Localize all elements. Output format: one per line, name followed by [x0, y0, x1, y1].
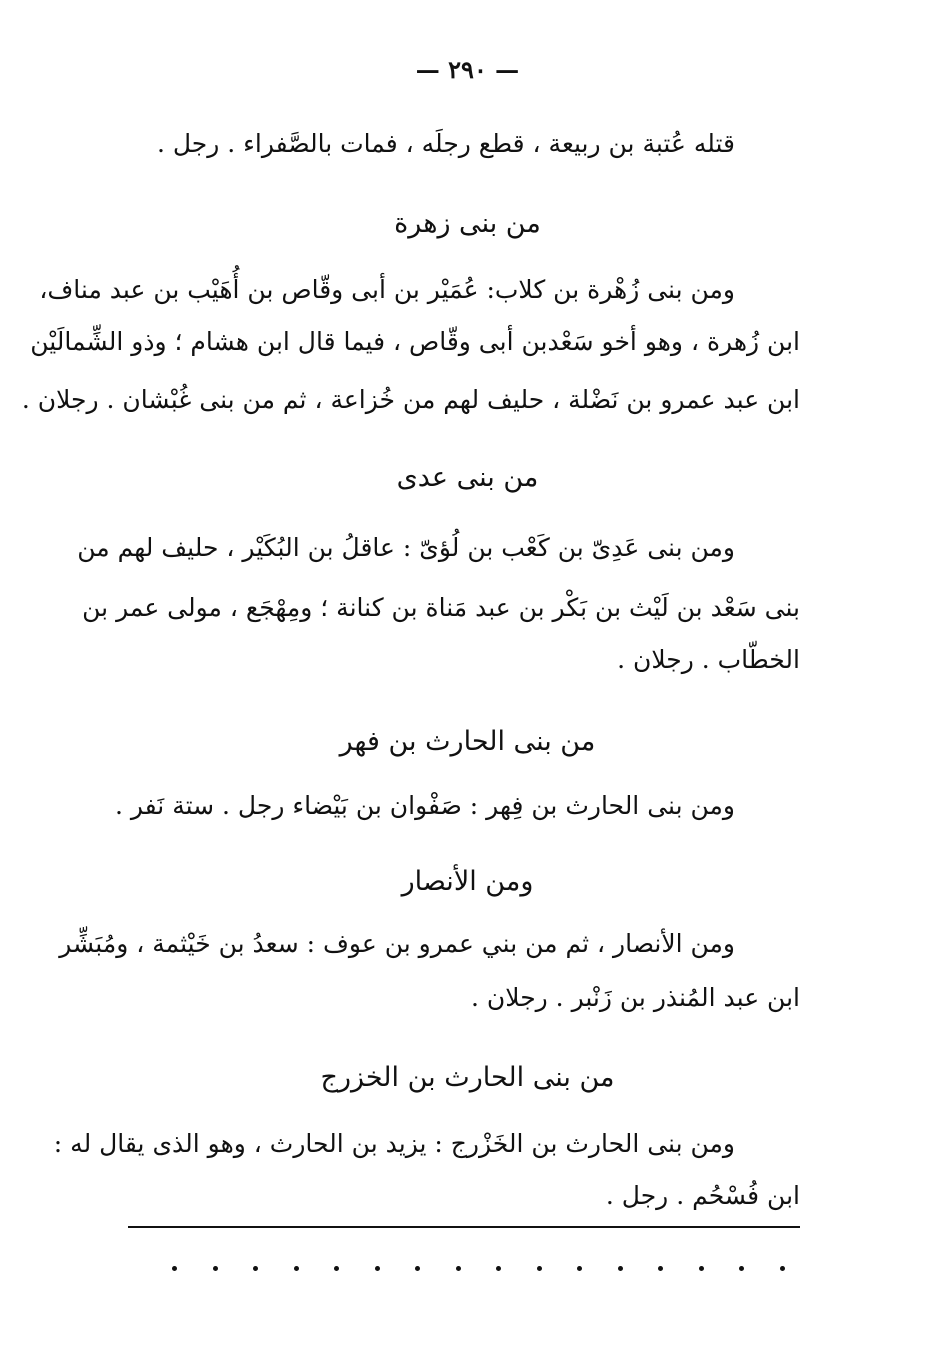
text-line: بنى سَعْد بن لَيْث بن بَكْر بن عبد مَناة بن كنانة ؛ ومِهْجَع ، مولى عمر بن: [82, 593, 800, 622]
footnote-dot: [294, 1266, 299, 1271]
section-heading-zuhra: من بنى زهرة: [394, 208, 541, 239]
footnote-dot: [658, 1266, 663, 1271]
footnote-dots: [0, 1262, 935, 1282]
text-line: ومن بنى الحارث بن فِهر : صَفْوان بن بَيْضاء رجل . ستة نَفر .: [114, 791, 735, 820]
text-line: ابن زُهرة ، وهو أخو سَعْدبن أبى وقّاص ، فيما قال ابن هشام ؛ وذو الشِّمالَيْن: [30, 327, 800, 356]
section-heading-adi: من بنى عدى: [396, 462, 539, 493]
section-heading-ansar: ومن الأنصار: [401, 866, 534, 897]
section-heading-harith-khazraj: من بنى الحارث بن الخزرج: [320, 1062, 615, 1093]
text-line: ابن فُسْحُم . رجل .: [605, 1181, 800, 1210]
page-number: — ٢٩٠ —: [415, 55, 520, 84]
footnote-dot: [780, 1266, 785, 1271]
footnote-dot: [172, 1266, 177, 1271]
text-line: ومن بنى الحارث بن الخَزْرج : يزيد بن الحارث ، وهو الذى يقال له :: [53, 1129, 735, 1158]
text-line: ومن بنى عَدِىّ بن كَعْب بن لُؤىّ : عاقلُ بن البُكَيْر ، حليف لهم من: [77, 533, 735, 562]
section-heading-harith-fihr: من بنى الحارث بن فهر: [339, 726, 596, 757]
text-line: ابن عبد المُنذر بن زَنْبر . رجلان .: [471, 983, 800, 1012]
text-line: قتله عُتبة بن ربيعة ، قطع رجلَه ، فمات بالصَّفراء . رجل .: [156, 129, 735, 158]
text-line: ابن عبد عمرو بن نَضْلة ، حليف لهم من خُزاعة ، ثم من بنى غُبْشان . رجلان .: [21, 385, 800, 414]
footnote-dot: [456, 1266, 461, 1271]
footnote-dot: [213, 1266, 218, 1271]
footnote-dot: [334, 1266, 339, 1271]
text-line: ومن بنى زُهْرة بن كلاب: عُمَيْر بن أبى وقّاص بن أُهَيْب بن عبد مناف،: [39, 275, 735, 304]
footnote-dot: [699, 1266, 704, 1271]
footnote-dot: [577, 1266, 582, 1271]
footnote-dot: [537, 1266, 542, 1271]
text-line: الخطّاب . رجلان .: [617, 645, 800, 674]
footnote-dot: [415, 1266, 420, 1271]
footnote-dot: [253, 1266, 258, 1271]
footnote-dot: [618, 1266, 623, 1271]
footnote-dot: [739, 1266, 744, 1271]
footnote-dot: [496, 1266, 501, 1271]
text-line: ومن الأنصار ، ثم من بني عمرو بن عوف : سعدُ بن خَيْثمة ، ومُبَشِّر: [59, 929, 735, 958]
footnote-rule: [128, 1226, 800, 1228]
footnote-dot: [375, 1266, 380, 1271]
